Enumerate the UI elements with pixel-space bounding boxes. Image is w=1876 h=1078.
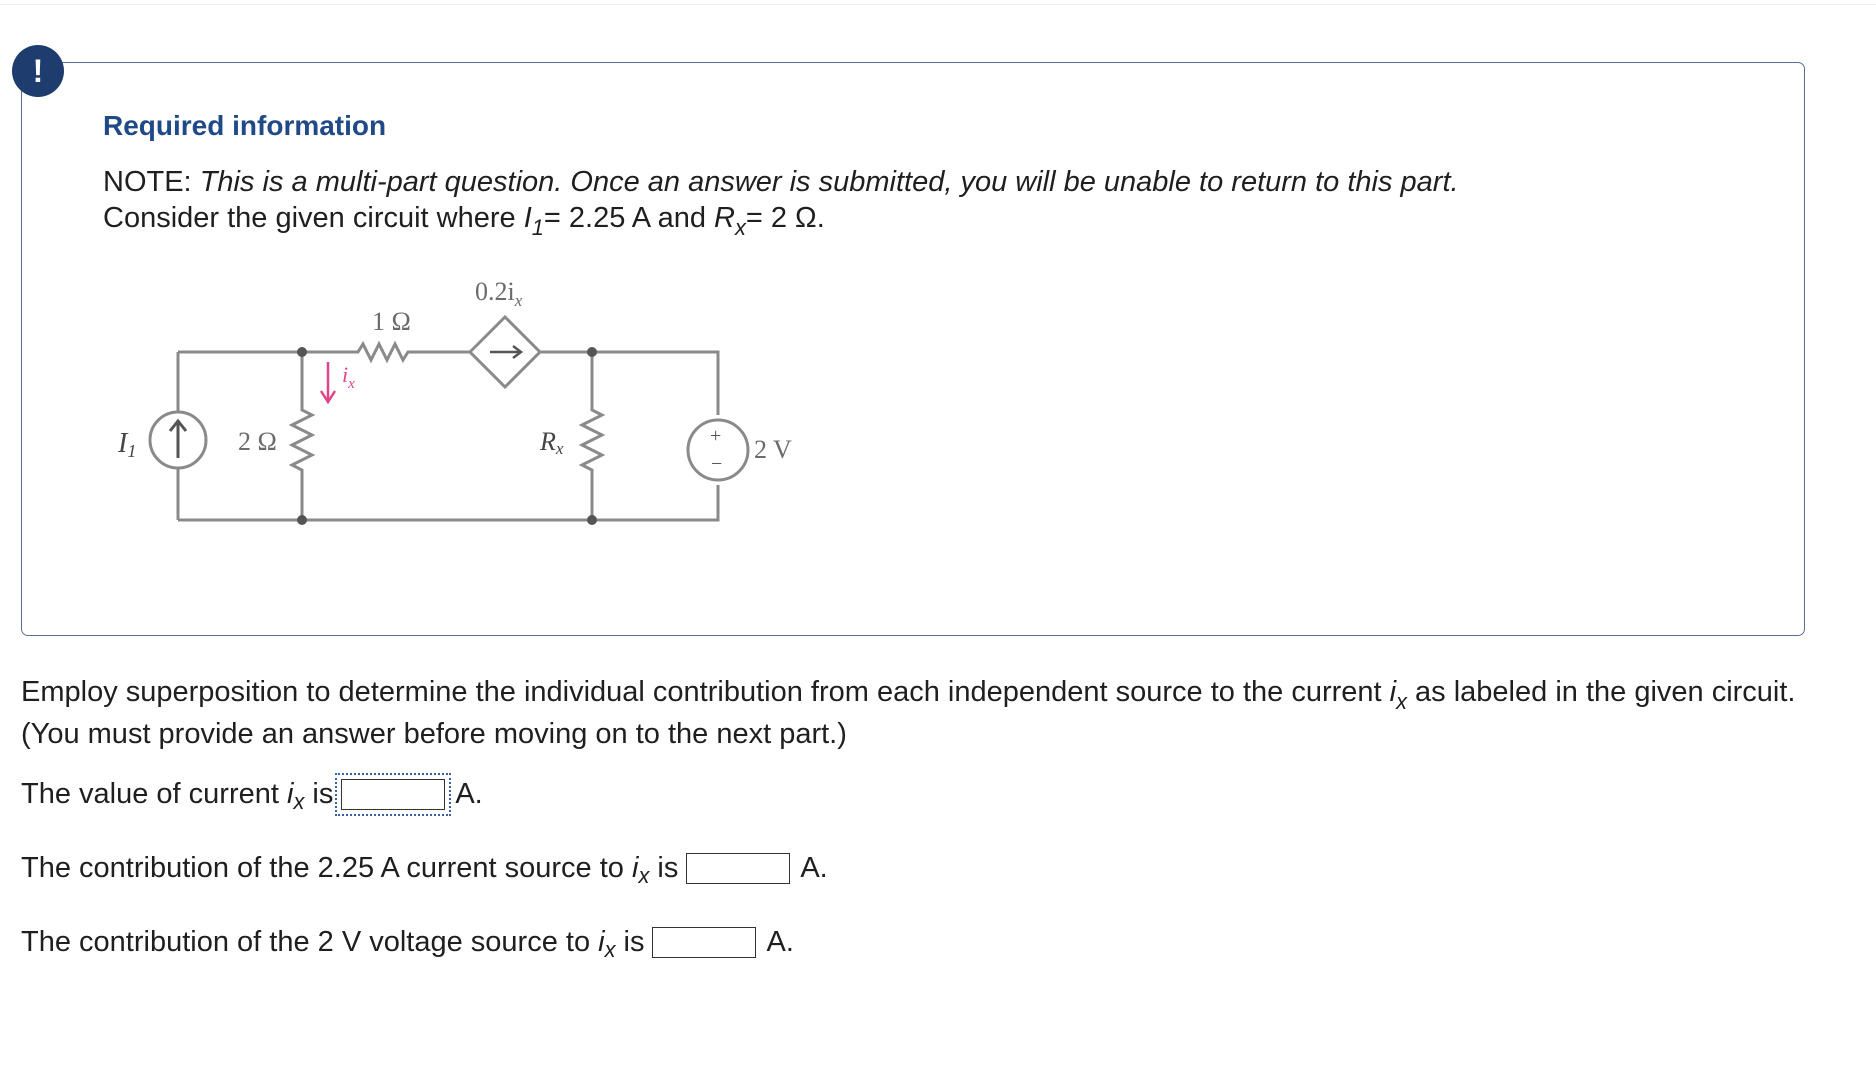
answer-row-cs-subscript: x bbox=[638, 863, 650, 889]
question-ix-symbol: i bbox=[1389, 676, 1397, 708]
question-text bbox=[21, 672, 1821, 754]
label-minus: − bbox=[711, 453, 723, 475]
alert-icon: ! bbox=[12, 45, 64, 97]
answer-row-cs-prefix: The contribution of the 2.25 A current source to bbox=[21, 852, 624, 884]
answer-row-voltage-source bbox=[21, 926, 794, 963]
consider-line bbox=[103, 202, 825, 240]
label-dependent-source: $0.2i_x$ bbox=[475, 277, 523, 310]
note-text: This is a multi-part question. Once an answer is submitted, you will be unable to return to this part. bbox=[199, 166, 1459, 198]
ix-total-input[interactable] bbox=[341, 779, 445, 810]
answer-row-ix-subscript: x bbox=[293, 789, 305, 815]
label-i1: I1 bbox=[118, 428, 137, 461]
ix-current-arrow-icon bbox=[321, 362, 335, 402]
answer-row-ix-prefix: The value of current bbox=[21, 778, 279, 810]
answer-row-vs-unit: A. bbox=[766, 926, 794, 958]
i1-value: = 2.25 A and bbox=[543, 202, 706, 234]
rx-symbol: R bbox=[714, 202, 735, 234]
label-2-ohm: 2 Ω bbox=[238, 427, 277, 456]
answer-row-ix bbox=[21, 778, 483, 815]
label-rx: Rx bbox=[540, 427, 564, 458]
answer-row-vs-symbol: i bbox=[598, 926, 605, 958]
question-text-part1: Employ superposition to determine the individual contribution from each independent source to the current bbox=[21, 676, 1382, 708]
question-text-part2: as labeled in the given circuit. (You must provide an answer before moving on to the next part.) bbox=[21, 676, 1796, 750]
voltage-source-contribution-input[interactable] bbox=[652, 927, 756, 958]
label-ix: $i_x$ bbox=[342, 362, 355, 392]
label-2v: 2 V bbox=[754, 435, 792, 464]
label-plus: + bbox=[710, 425, 722, 447]
consider-prefix: Consider the given circuit where bbox=[103, 202, 516, 234]
answer-row-vs-suffix: is bbox=[623, 926, 645, 958]
note-prefix: NOTE: bbox=[103, 166, 192, 198]
answer-row-cs-suffix: is bbox=[657, 852, 679, 884]
answer-row-ix-symbol: i bbox=[286, 778, 294, 810]
answer-row-ix-unit: A. bbox=[455, 778, 483, 810]
answer-row-current-source bbox=[21, 852, 828, 889]
answer-row-cs-symbol: i bbox=[632, 852, 639, 884]
answer-row-ix-suffix: is bbox=[312, 778, 334, 810]
rx-value: = 2 Ω. bbox=[745, 202, 825, 234]
note-line bbox=[103, 166, 1459, 199]
current-source-contribution-input[interactable] bbox=[686, 853, 790, 884]
i1-subscript: 1 bbox=[531, 214, 544, 240]
top-divider bbox=[0, 4, 1876, 5]
label-1-ohm: 1 Ω bbox=[372, 307, 411, 336]
answer-row-vs-prefix: The contribution of the 2 V voltage source to bbox=[21, 926, 591, 958]
answer-row-cs-unit: A. bbox=[800, 852, 828, 884]
circuit-diagram bbox=[100, 270, 820, 550]
i1-symbol: I bbox=[523, 202, 532, 234]
question-ix-subscript: x bbox=[1396, 688, 1407, 714]
answer-row-vs-subscript: x bbox=[604, 937, 616, 963]
required-info-title: Required information bbox=[103, 110, 387, 141]
rx-subscript: x bbox=[734, 214, 746, 240]
